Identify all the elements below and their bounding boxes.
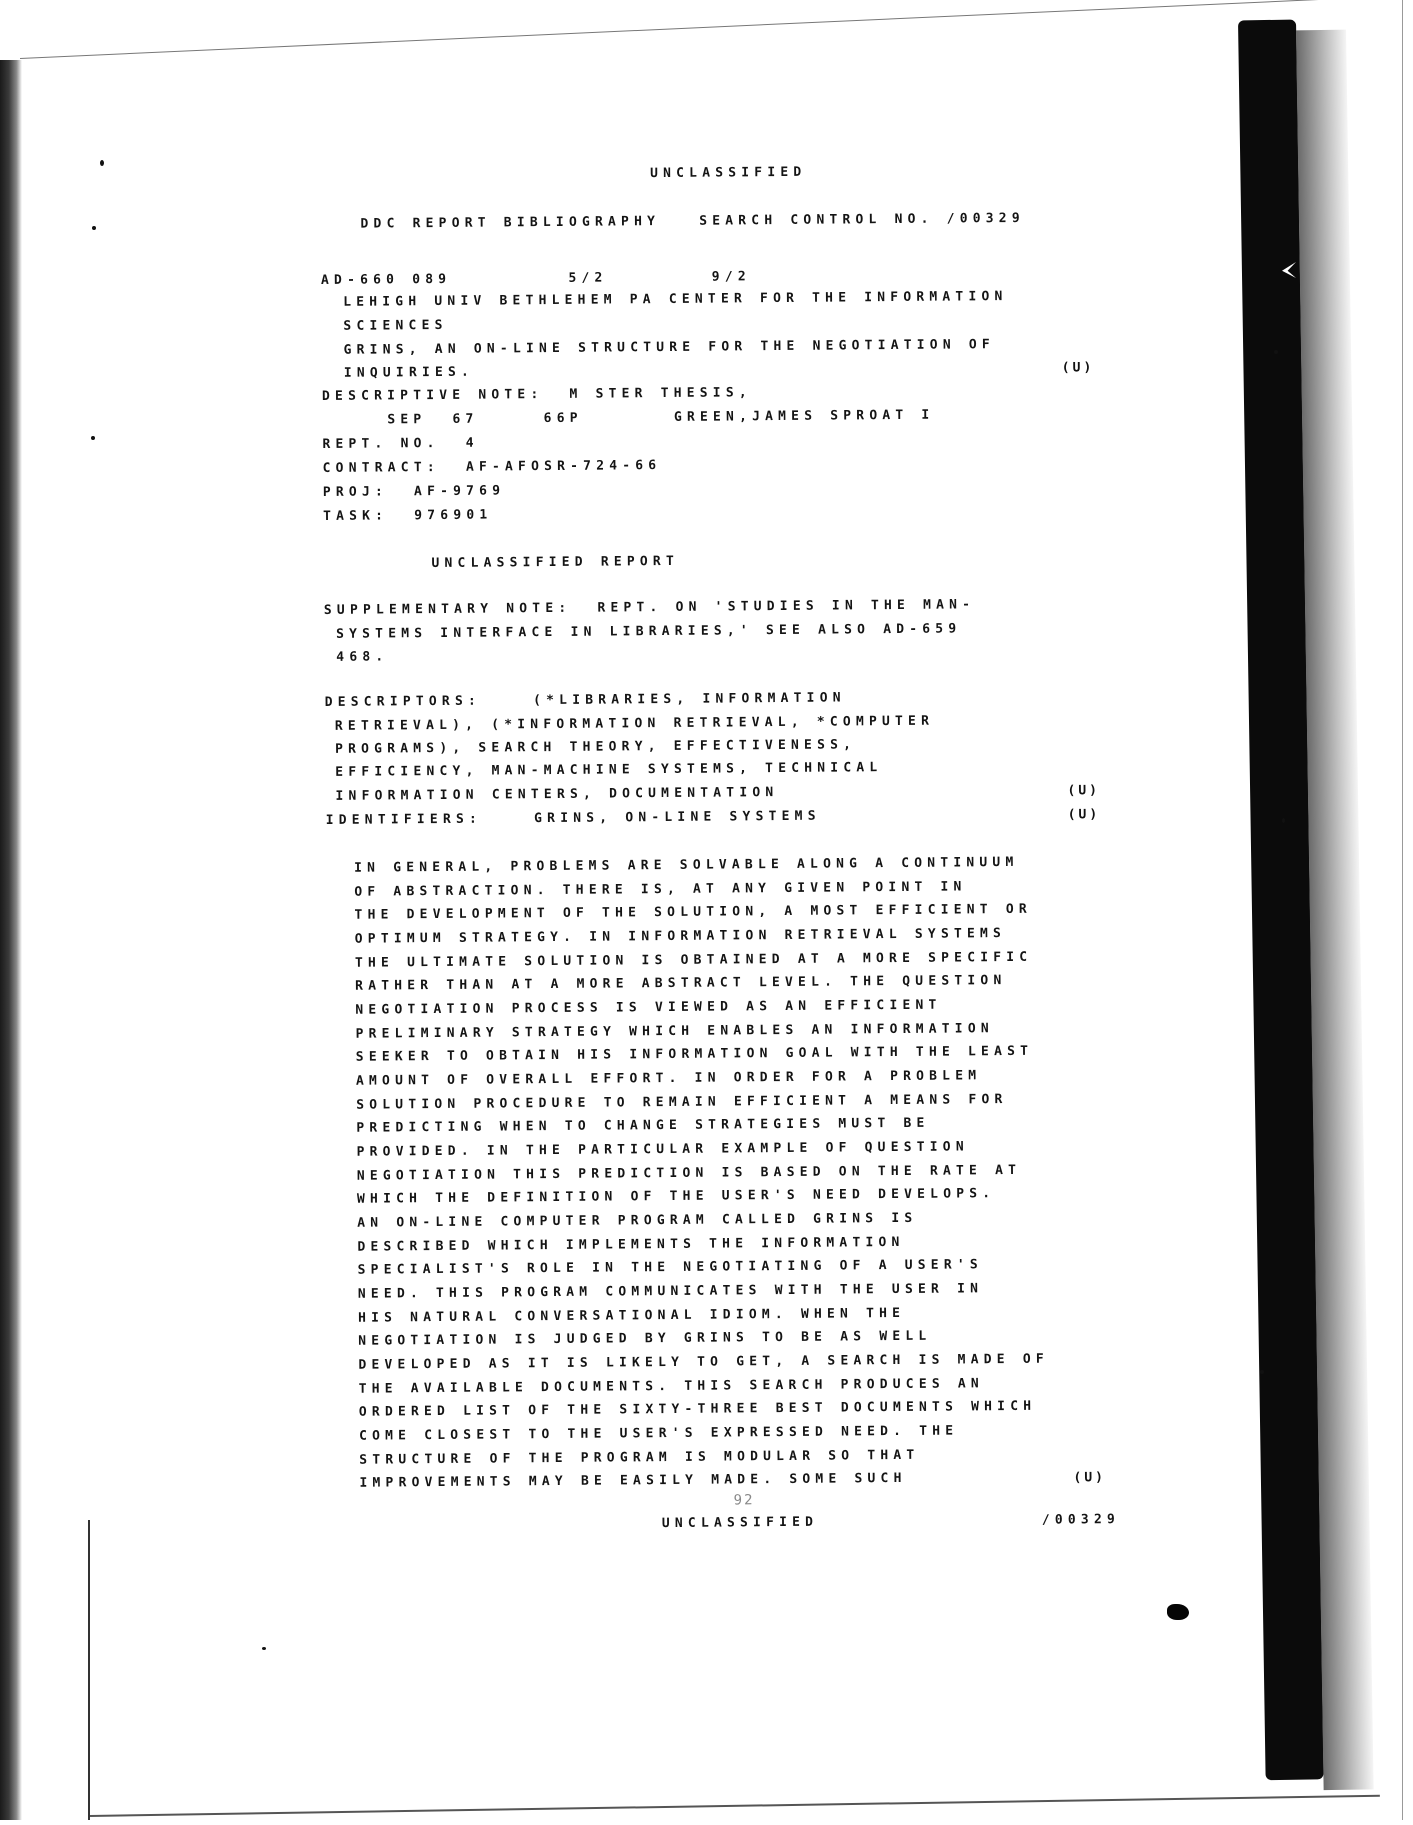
abstract-classification-mark: (U)	[1073, 1470, 1107, 1486]
abstract-line: NEGOTIATION IS JUDGED BY GRINS TO BE AS WELL	[358, 1328, 932, 1349]
abstract-line: SOLUTION PROCEDURE TO REMAIN EFFICIENT A MEANS FOR	[356, 1092, 1008, 1113]
classification-bottom: UNCLASSIFIED	[661, 1514, 819, 1532]
ink-blot	[1167, 1604, 1189, 1620]
scan-speck	[1260, 1370, 1264, 1374]
abstract-line: STRUCTURE OF THE PROGRAM IS MODULAR SO THAT	[359, 1447, 920, 1468]
scan-speck	[92, 226, 96, 230]
abstract-line: THE AVAILABLE DOCUMENTS. THIS SEARCH PRODUCES AN	[358, 1376, 984, 1397]
report-classification: UNCLASSIFIED REPORT	[431, 553, 680, 572]
descriptors-line-3: PROGRAMS), SEARCH THEORY, EFFECTIVENESS,	[335, 737, 857, 757]
abstract-line: SEEKER TO OBTAIN HIS INFORMATION GOAL WITH THE LEAST	[355, 1043, 1034, 1065]
abstract-line: DEVELOPED AS IT IS LIKELY TO GET, A SEARCH IS MADE OF	[358, 1351, 1049, 1373]
page-right-edge	[1402, 0, 1403, 1820]
abstract-line: NEGOTIATION PROCESS IS VIEWED AS AN EFFICIENT	[355, 997, 942, 1018]
source-line-2: SCIENCES	[343, 317, 448, 334]
abstract-line: AN ON-LINE COMPUTER PROGRAM CALLED GRINS IS	[357, 1210, 918, 1231]
descriptors-line-2: RETRIEVAL), (*INFORMATION RETRIEVAL, *COMPUTER	[334, 713, 935, 734]
abstract-line: SPECIALIST'S ROLE IN THE NEGOTIATING OF A USER'S	[357, 1257, 983, 1278]
scan-speck	[262, 1647, 266, 1650]
abstract-line: PREDICTING WHEN TO CHANGE STRATEGIES MUST BE	[356, 1115, 930, 1136]
abstract-line: IN GENERAL, PROBLEMS ARE SOLVABLE ALONG A CONTINUUM	[354, 854, 1019, 876]
abstract-line: WHICH THE DEFINITION OF THE USER'S NEED DEVELOPS.	[356, 1186, 996, 1207]
supplementary-line-1: SUPPLEMENTARY NOTE: REPT. ON 'STUDIES IN THE MAN-	[323, 597, 976, 618]
scan-speck	[91, 436, 95, 440]
page-left-edge	[88, 1520, 90, 1820]
abstract-line: PRELIMINARY STRATEGY WHICH ENABLES AN INFORMATION	[355, 1021, 994, 1042]
abstract-line: IMPROVEMENTS MAY BE EASILY MADE. SOME SUCH	[359, 1470, 907, 1491]
scan-speck	[100, 160, 104, 166]
abstract-line: PROVIDED. IN THE PARTICULAR EXAMPLE OF QUESTION	[356, 1139, 969, 1160]
abstract-line: THE ULTIMATE SOLUTION IS OBTAINED AT A MORE SPECIFIC	[354, 949, 1033, 971]
abstract-line: ORDERED LIST OF THE SIXTY-THREE BEST DOCUMENTS WHICH	[358, 1398, 1037, 1420]
abstract-line: HIS NATURAL CONVERSATIONAL IDIOM. WHEN THE	[357, 1305, 906, 1326]
abstract-line: OPTIMUM STRATEGY. IN INFORMATION RETRIEVAL SYSTEMS	[354, 926, 1007, 947]
abstract-line: THE DEVELOPMENT OF THE SOLUTION, A MOST EFFICIENT OR	[354, 901, 1032, 923]
descriptors-line-5: INFORMATION CENTERS, DOCUMENTATION	[335, 785, 779, 804]
classification-top: UNCLASSIFIED	[649, 164, 807, 182]
page-number: 92	[733, 1492, 755, 1509]
title-classification-mark: (U)	[1061, 360, 1095, 376]
source-line-1: LEHIGH UNIV BETHLEHEM PA CENTER FOR THE INFORMATION	[343, 289, 1008, 310]
abstract-line: COME CLOSEST TO THE USER'S EXPRESSED NEED. THE	[359, 1423, 959, 1444]
project-number: PROJ: AF-9769	[322, 483, 506, 500]
descriptors-line-1: DESCRIPTORS: (*LIBRARIES, INFORMATION	[324, 690, 846, 710]
descriptors-line-4: EFFICIENCY, MAN-MACHINE SYSTEMS, TECHNICAL	[335, 760, 883, 780]
control-number-footer: /00329	[1041, 1512, 1121, 1528]
page-bottom-edge	[90, 1795, 1380, 1817]
title-line-1: GRINS, AN ON-LINE STRUCTURE FOR THE NEGOTIATION OF	[343, 337, 995, 358]
abstract-line: RATHER THAN AT A MORE ABSTRACT LEVEL. THE QUESTION	[355, 973, 1007, 994]
title-line-2: INQUIRIES.	[343, 364, 475, 381]
abstract-line: DESCRIBED WHICH IMPLEMENTS THE INFORMATION	[357, 1234, 905, 1255]
task-number: TASK: 976901	[322, 507, 493, 524]
identifiers-line: IDENTIFIERS: GRINS, ON-LINE SYSTEMS	[325, 808, 821, 828]
abstract-line: AMOUNT OF OVERALL EFFORT. IN ORDER FOR A PROBLEM	[355, 1068, 982, 1089]
document-body	[320, 161, 1152, 1568]
scan-speck	[1282, 818, 1285, 823]
date-pages-author: SEP 67 66P GREEN,JAMES SPROAT I	[322, 407, 935, 428]
scan-speck	[1274, 350, 1278, 354]
contract-number: CONTRACT: AF-AFOSR-724-66	[322, 458, 662, 476]
abstract-line: NEED. THIS PROGRAM COMMUNICATES WITH THE USER IN	[357, 1281, 984, 1302]
supplementary-line-3: 468.	[336, 649, 389, 665]
bibliography-title: DDC REPORT BIBLIOGRAPHY SEARCH CONTROL NO. /00329	[360, 210, 1025, 232]
scan-left-edge	[0, 60, 22, 1820]
descriptive-note: DESCRIPTIVE NOTE: M STER THESIS,	[321, 385, 752, 404]
abstract-line: NEGOTIATION THIS PREDICTION IS BASED ON THE RATE AT	[356, 1162, 1022, 1184]
report-number: REPT. NO. 4	[322, 435, 479, 452]
descriptors-classification-mark: (U)	[1067, 783, 1101, 799]
page-top-edge	[20, 0, 1319, 60]
identifiers-classification-mark: (U)	[1067, 807, 1101, 823]
supplementary-line-2: SYSTEMS INTERFACE IN LIBRARIES,' SEE ALSO AD-659	[336, 621, 962, 642]
ad-number-line: AD-660 089 5/2 9/2	[320, 269, 751, 288]
abstract-line: OF ABSTRACTION. THERE IS, AT ANY GIVEN POINT IN	[354, 879, 967, 900]
